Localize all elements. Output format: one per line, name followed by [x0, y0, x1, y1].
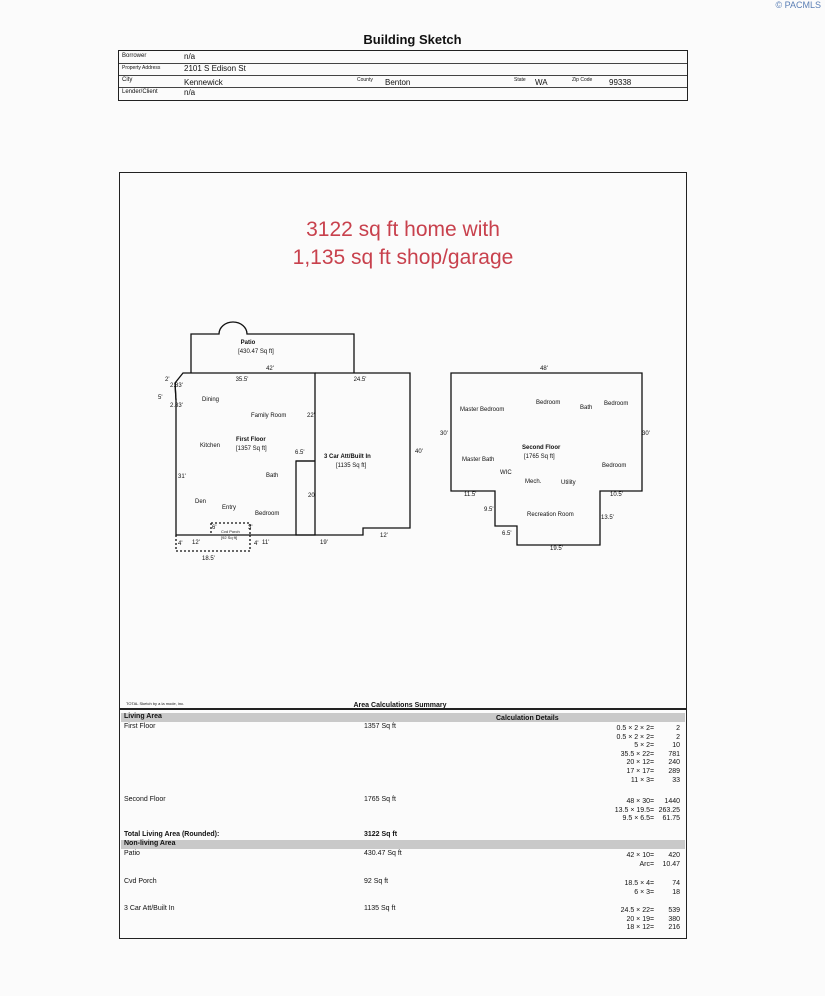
lender-value: n/a [184, 88, 196, 97]
calc-value: 10.47 [662, 860, 680, 868]
state-label: State [514, 77, 526, 83]
calc-expression: 9.5 × 6.5 [622, 815, 650, 823]
calc-expression: 35.5 × 22 [620, 750, 650, 758]
calc-equals: = [650, 733, 655, 741]
calc-expression: 13.5 × 19.5 [614, 806, 650, 814]
dim-9-5: 9.5' [484, 507, 494, 513]
calc-value: 61.75 [662, 815, 680, 823]
patio-label: Patio [240, 340, 256, 346]
dim-48: 48' [540, 366, 548, 372]
floor-plan-sketch [119, 172, 687, 710]
address-value: 2101 S Edison St [184, 64, 246, 73]
bedroom-1-label: Bedroom [536, 400, 561, 406]
calc-equals: = [650, 768, 655, 775]
calc-expression: 20 × 12 [626, 759, 650, 767]
garage-row-name: 3 Car Att/Built In [124, 905, 175, 912]
calc-expression: 42 × 10 [626, 852, 650, 859]
dim-11: 11' [262, 540, 270, 546]
calc-equals: = [650, 798, 655, 805]
calc-value: 216 [668, 924, 680, 932]
calc-value: 18 [672, 888, 680, 896]
kitchen-label: Kitchen [200, 443, 221, 449]
calc-expression: 0.5 × 2 × 2 [616, 733, 650, 741]
calc-value: 2 [676, 733, 680, 741]
garage-area: [1135 Sq ft] [336, 463, 367, 469]
borrower-label: Borrower [122, 53, 147, 59]
dim-31: 31' [178, 474, 186, 480]
dim-5: 5' [158, 395, 163, 401]
dim-18-5: 18.5' [202, 556, 215, 562]
calc-equals: = [650, 852, 655, 859]
first-floor-area: [1357 Sq ft] [236, 446, 267, 452]
bedroom-2-label: Bedroom [604, 401, 629, 407]
calc-expression: 48 × 30 [626, 798, 650, 805]
calc-value: 289 [668, 768, 680, 775]
dim-19-5: 19.5' [550, 546, 563, 552]
calc-value: 380 [668, 915, 680, 923]
family-room-label: Family Room [251, 413, 287, 419]
dim-4-right: 4' [254, 541, 259, 547]
non-living-bar [121, 840, 685, 849]
dim-12-a: 12' [192, 540, 200, 546]
porch-row-name: Cvd Porch [124, 878, 157, 885]
bedroom-label: Bedroom [255, 511, 280, 517]
calculation-details-heading: Calculation Details [496, 715, 559, 722]
calc-equals: = [650, 725, 655, 732]
dim-2: 2' [165, 377, 170, 383]
den-label: Den [195, 499, 207, 505]
calc-expression: 24.5 × 22 [620, 907, 650, 914]
sketch-credit: TOTAL Sketch by a la mode, inc. [126, 701, 185, 706]
borrower-value: n/a [184, 52, 196, 61]
total-living-label: Total Living Area (Rounded): [124, 831, 220, 838]
porch-area: [92 Sq ft] [221, 535, 238, 540]
dim-12-b: 12' [380, 533, 388, 539]
calc-equals: = [650, 815, 655, 823]
first-floor-row-area: 1357 Sq ft [364, 723, 396, 730]
master-bath-label: Master Bath [462, 457, 495, 463]
dim-13-5: 13.5' [601, 515, 614, 521]
wic-label: WIC [500, 470, 512, 476]
calc-equals: = [650, 907, 655, 914]
headline-line1: 3122 sq ft home with [306, 218, 500, 241]
calc-equals: = [650, 915, 655, 923]
county-label: County [357, 77, 373, 83]
calc-value: 74 [672, 880, 680, 887]
recreation-room-label: Recreation Room [527, 512, 574, 518]
dim-42: 42' [266, 366, 274, 372]
calc-expression: 18 × 12 [626, 924, 650, 932]
calc-expression: 6 × 3 [634, 888, 650, 896]
dim-35-5: 35.5' [235, 377, 249, 383]
calc-value: 240 [668, 759, 680, 767]
first-floor-label: First Floor [236, 437, 266, 443]
calc-expression: 0.5 × 2 × 2 [616, 725, 650, 732]
dim-6-5: 6.5' [295, 450, 305, 456]
calc-value: 539 [668, 907, 680, 914]
patio-row-name: Patio [124, 850, 140, 857]
lender-label: Lender/Client [122, 89, 158, 95]
document-title: Building Sketch [363, 32, 462, 47]
calc-expression: 5 × 2 [634, 742, 650, 750]
living-area-bar [121, 713, 685, 722]
porch-row-area: 92 Sq ft [364, 878, 389, 885]
calc-equals: = [650, 860, 655, 868]
floor-plan-drawing [120, 173, 686, 709]
dim-11-5: 11.5' [464, 492, 477, 498]
calc-equals: = [650, 806, 655, 814]
bath-label: Bath [266, 473, 279, 479]
living-area-heading: Living Area [124, 713, 162, 720]
second-floor-area: [1765 Sq ft] [524, 454, 555, 460]
entry-label: Entry [222, 505, 237, 511]
first-floor-row-name: First Floor [124, 723, 156, 730]
calc-value: 1440 [664, 798, 680, 805]
utility-label: Utility [561, 480, 576, 486]
dim-10-5: 10.5' [610, 492, 623, 498]
calc-value: 33 [672, 776, 680, 784]
calc-equals: = [650, 776, 655, 784]
mech-label: Mech. [525, 479, 542, 485]
calc-equals: = [650, 880, 655, 887]
dim-2-83-b: 2.83' [170, 403, 183, 409]
pacmls-watermark: © PACMLS [775, 0, 821, 10]
garage-label: 3 Car Att/Built In [324, 454, 371, 460]
city-value: Kennewick [184, 78, 223, 87]
dim-6-5-b: 6.5' [502, 531, 512, 537]
address-label: Property Address [122, 65, 161, 71]
lender-row [119, 87, 687, 99]
second-floor-row-area: 1765 Sq ft [364, 796, 396, 803]
state-value: WA [535, 78, 548, 87]
bath-2-label: Bath [580, 405, 593, 411]
second-floor-label: Second Floor [522, 445, 561, 451]
second-floor-row-name: Second Floor [124, 796, 166, 803]
dim-20: 20' [308, 493, 316, 499]
area-summary-title: Area Calculations Summary [353, 702, 447, 709]
dim-2-83-a: 2.83' [170, 383, 183, 389]
calc-equals: = [650, 924, 655, 932]
calc-value: 10 [672, 742, 680, 750]
dim-19: 19' [320, 540, 328, 546]
calc-expression: 17 × 17 [626, 768, 650, 775]
headline-line2: 1,135 sq ft shop/garage [292, 246, 514, 269]
patio-area: [430.47 Sq ft] [238, 349, 274, 355]
calc-expression: 11 × 3 [630, 776, 650, 784]
porch-label: Cvd Porch [221, 529, 240, 534]
calc-expression: 20 × 19 [626, 915, 650, 923]
dim-30-a: 30' [440, 431, 448, 437]
calc-equals: = [650, 742, 655, 750]
calc-value: 2 [676, 725, 680, 732]
calc-expression: 18.5 × 4 [624, 880, 650, 887]
master-bedroom-label: Master Bedroom [460, 407, 505, 413]
calc-equals: = [650, 750, 655, 758]
dim-30-b: 30' [642, 431, 650, 437]
dining-label: Dining [202, 397, 220, 403]
calc-value: 781 [668, 750, 680, 758]
zip-label: Zip Code [572, 77, 593, 83]
dim-40: 40' [415, 449, 423, 455]
bedroom-3-label: Bedroom [602, 463, 627, 469]
patio-row-area: 430.47 Sq ft [364, 850, 402, 857]
county-value: Benton [385, 78, 411, 87]
area-calculations-table [119, 708, 687, 939]
calc-value: 263.25 [658, 806, 680, 814]
garage-row-area: 1135 Sq ft [364, 905, 396, 912]
dim-24-5: 24.5' [353, 377, 367, 383]
dim-22: 22' [307, 413, 315, 419]
city-label: City [122, 77, 133, 83]
calc-equals: = [650, 759, 655, 767]
non-living-heading: Non-living Area [124, 840, 176, 847]
total-living-value: 3122 Sq ft [364, 831, 398, 838]
dim-6: 6' [212, 525, 217, 531]
calc-expression: Arc [639, 860, 650, 868]
dim-4: 4' [178, 541, 183, 547]
calc-value: 420 [668, 852, 680, 859]
property-header-table [118, 50, 688, 101]
dim-3: 3' [248, 525, 253, 531]
zip-value: 99338 [609, 78, 632, 87]
calc-equals: = [650, 888, 655, 896]
